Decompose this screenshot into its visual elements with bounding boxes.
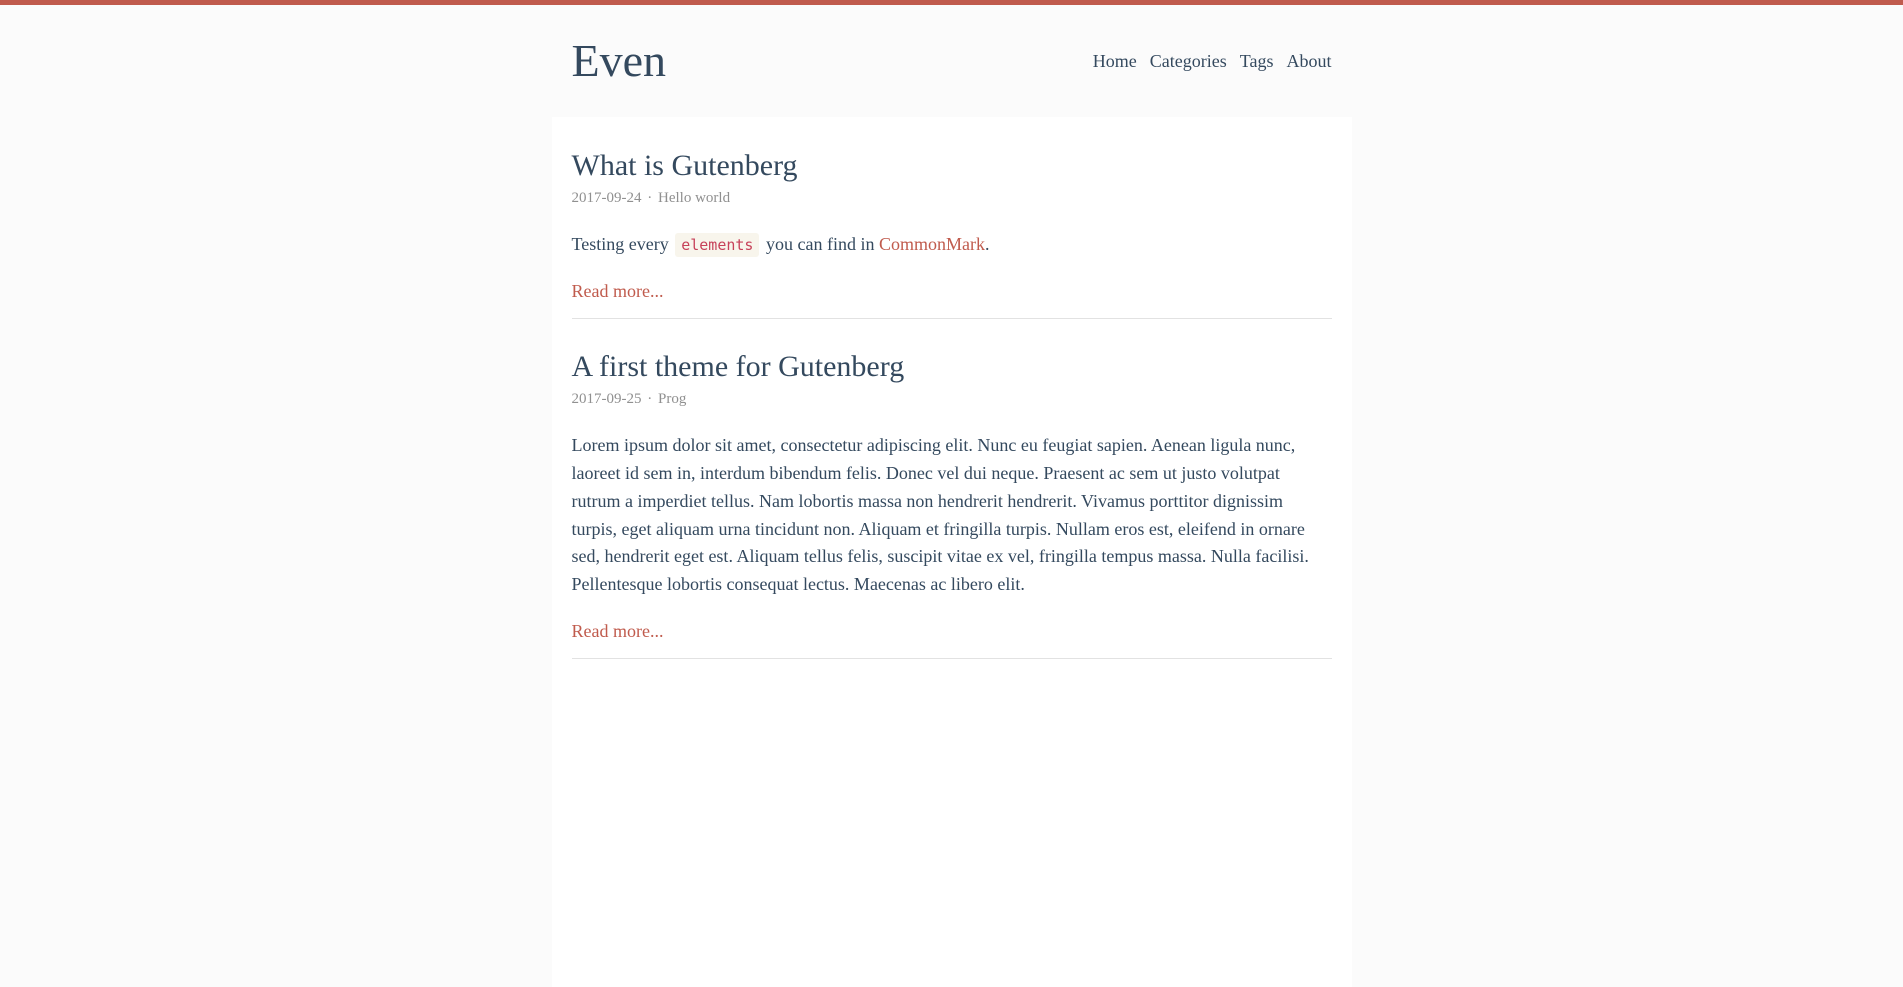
post-excerpt [572, 231, 1332, 259]
post-title-link[interactable]: A first theme for Gutenberg [571, 349, 905, 383]
site-header [552, 5, 1352, 117]
read-more-link[interactable]: Read more... [571, 280, 664, 301]
excerpt-text: Testing every [571, 234, 669, 254]
inline-code: elements [675, 233, 759, 257]
post-summary [572, 118, 1332, 319]
post-excerpt [572, 432, 1332, 599]
post-category: Hello world [658, 190, 731, 206]
excerpt-text: you can find in [765, 234, 875, 254]
read-more-link[interactable]: Read more... [571, 621, 664, 642]
post-date: 2017-09-25 [571, 390, 642, 407]
excerpt-text: . [984, 234, 990, 254]
post-category: Prog [658, 390, 687, 407]
meta-separator: · [647, 390, 653, 407]
excerpt-paragraph: Lorem ipsum dolor sit amet, consectetur adipiscing elit. Nunc eu feugiat sapien. Aenean ligula nunc, laoreet id sem in, interdum bibendum felis. Donec vel dui neque. Praesent ac sem ut justo volutpat rutrum a imperdiet tellus. Nam lobortis massa non hendrerit hendrerit. Vivamus porttitor dignissim turpis, eget aliquam urna tincidunt non. Aliquam et fringilla turpis. Nullam eros est, eleifend in ornare sed, hendrerit eget est. Aliquam tellus felis, suscipit vitae ex vel, fringilla tempus massa. Nulla facilisi. Pellentesque lobortis consequat lectus. Maecenas ac libero elit. [571, 434, 1309, 595]
nav-item-home[interactable]: Home [1092, 50, 1137, 71]
main-nav [1080, 51, 1332, 72]
nav-item-about[interactable]: About [1286, 50, 1332, 71]
post-date: 2017-09-24 [571, 190, 642, 206]
post-title [572, 349, 1332, 385]
commonmark-link[interactable]: CommonMark [878, 234, 985, 254]
site-logo[interactable]: Even [571, 35, 667, 86]
nav-item-categories[interactable]: Categories [1149, 50, 1227, 71]
nav-item-tags[interactable]: Tags [1239, 50, 1274, 71]
post-summary [572, 319, 1332, 659]
post-meta [572, 190, 1332, 207]
content-wrapper [552, 117, 1352, 987]
post-title [572, 148, 1332, 184]
post-title-link[interactable]: What is Gutenberg [571, 149, 798, 182]
excerpt-paragraph [572, 231, 1332, 259]
post-meta [572, 391, 1332, 408]
meta-separator: · [647, 190, 653, 206]
